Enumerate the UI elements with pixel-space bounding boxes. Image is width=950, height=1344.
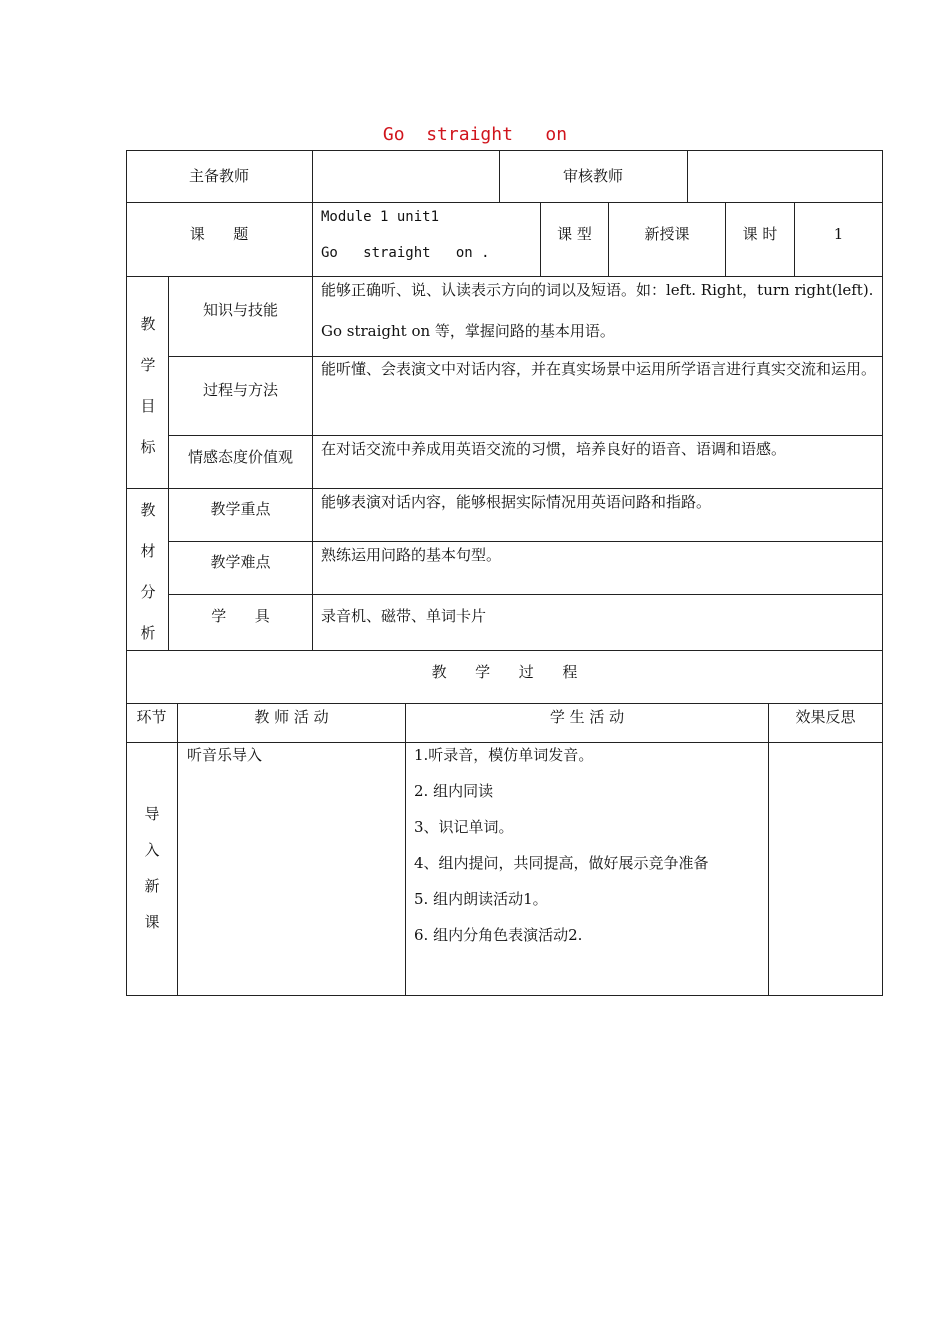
knowledge-text: 能够正确听、说、认读表示方向的词以及短语。如：left. Right，turn right(left). Go straight on 等，掌握问路的基本用语。 [321, 281, 874, 340]
materials-group-label: 教 材 分 析 [140, 501, 156, 642]
attitude-label: 情感态度价值观 [187, 448, 293, 466]
teacher-activity: 听音乐导入 [187, 746, 263, 764]
list-item: 5. 组内朗读活动1。 [414, 890, 548, 908]
knowledge-label: 知识与技能 [202, 301, 278, 319]
lesson-type-value: 新授课 [644, 225, 690, 243]
col-teacher-header: 教 师 活 动 [254, 708, 329, 726]
lead-teacher-label: 主备教师 [188, 167, 249, 185]
tools-label: 学 具 [211, 607, 270, 625]
process-method-label: 过程与方法 [202, 381, 278, 399]
lesson-period-label: 课 时 [742, 225, 778, 243]
stage-label: 导 入 新 课 [144, 805, 160, 931]
col-reflection-header: 效果反思 [795, 708, 856, 726]
list-item: 1.听录音，模仿单词发音。 [414, 746, 594, 764]
page-title: Go straight on [382, 124, 568, 145]
list-item: 6. 组内分角色表演活动2. [414, 926, 583, 944]
key-points-text: 能够表演对话内容，能够根据实际情况用英语问路和指路。 [321, 493, 712, 511]
difficult-points-text: 熟练运用问路的基本句型。 [321, 546, 502, 564]
key-points-label: 教学重点 [210, 500, 271, 518]
list-item: 3、识记单词。 [414, 818, 514, 836]
topic-line-2: Go straight on . [321, 245, 490, 261]
goals-group-label: 教 学 目 标 [140, 315, 156, 456]
lesson-period-value: 1 [833, 225, 844, 243]
attitude-text: 在对话交流中养成用英语交流的习惯，培养良好的语音、语调和语感。 [321, 440, 787, 458]
process-method-text: 能听懂、会表演文中对话内容，并在真实场景中运用所学语言进行真实交流和运用。 [321, 360, 877, 378]
tools-text: 录音机、磁带、单词卡片 [321, 607, 487, 625]
list-item: 4、组内提问，共同提高，做好展示竞争准备 [414, 854, 709, 872]
process-heading: 教 学 过 程 [431, 663, 578, 681]
col-student-header: 学 生 活 动 [549, 708, 625, 726]
lesson-type-label: 课 型 [557, 225, 592, 243]
topic-line-1: Module 1 unit1 [321, 209, 440, 225]
difficult-points-label: 教学难点 [210, 553, 271, 571]
reviewer-label: 审核教师 [562, 167, 623, 185]
col-stage-header: 环节 [136, 708, 167, 726]
list-item: 2. 组内同读 [414, 782, 494, 800]
topic-label: 课 题 [189, 225, 249, 243]
